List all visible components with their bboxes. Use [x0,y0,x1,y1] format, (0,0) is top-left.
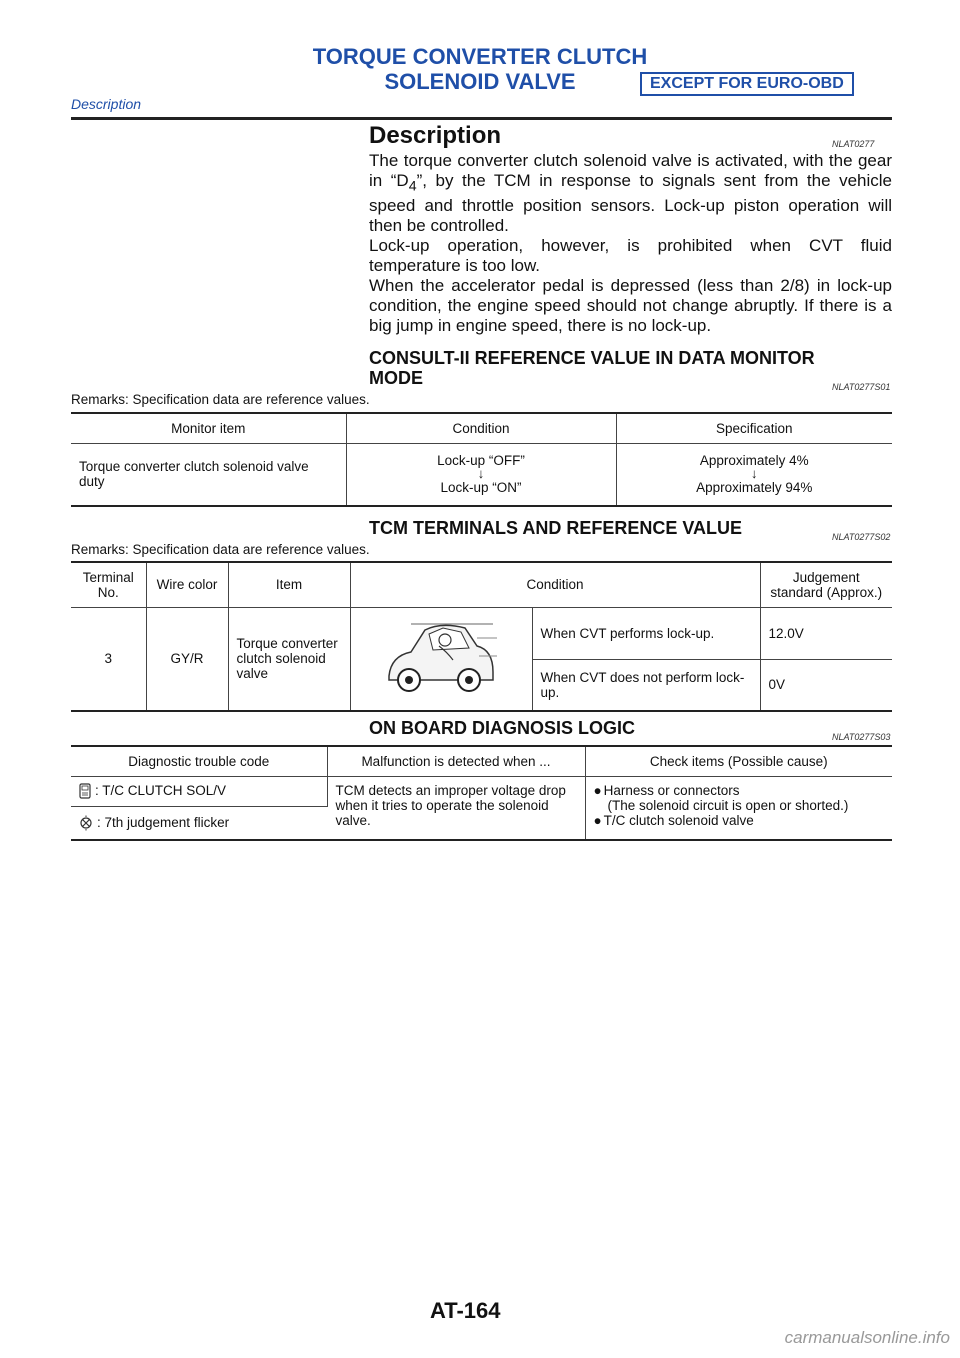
col-condition: Condition [346,413,616,443]
specification-cell: Approximately 4% ↓ Approximately 94% [616,443,892,506]
model-badge: EXCEPT FOR EURO-OBD [640,72,854,96]
table-row [71,443,892,506]
col-item: Item [228,562,350,607]
header-subtitle: Description [71,96,142,112]
consult-tool-icon [79,783,91,799]
col-monitor-item: Monitor item [71,413,346,443]
value-cell: 12.0V [768,625,804,641]
description-text [369,151,892,336]
tcm-code: NLAT0277S02 [832,532,891,542]
tcm-table [71,561,892,712]
dtc-flicker-cell: : 7th judgement flicker [71,806,327,840]
tcm-remark: Remarks: Specification data are reference values. [71,542,370,557]
down-arrow-icon: ↓ [750,466,758,482]
bullet-icon: ● [593,782,602,798]
obd-code: NLAT0277S03 [832,732,891,742]
col-terminal: Terminal No. [71,562,146,607]
monitor-item-cell: Torque converter clutch solenoid valve duty [71,443,346,506]
paragraph-1: The torque converter clutch solenoid valve is activated, with the gear in “$D_4$”, by the TCM in response to signals sent from the vehicle speed and throttle position sensors. Lock-up piston operation will then be controlled. [369,151,892,236]
table-row [71,776,892,806]
col-dtc: Diagnostic trouble code [71,746,327,776]
obd-title: ON BOARD DIAGNOSIS LOGIC [369,718,636,738]
obd-table [71,745,892,841]
chapter-title-line1: TORQUE CONVERTER CLUTCH [312,44,648,69]
dtc-consult-cell: : T/C CLUTCH SOL/V [71,776,327,806]
chapter-title-line2: SOLENOID VALVE [384,69,576,94]
item-cell: Torque converter clutch solenoid valve [228,607,350,711]
watermark: carmanualsonline.info [784,1328,950,1347]
down-arrow-icon: ↓ [477,466,485,482]
car-driver-icon [381,616,501,698]
consult-remark: Remarks: Specification data are reference values. [71,392,370,407]
paragraph-3: When the accelerator pedal is depressed (less than 2/8) in lock-up condition, the engine speed should not change abruptly. If there is a big jump in engine speed, there is no lock-up. [369,276,892,336]
col-malfunction: Malfunction is detected when ... [327,746,585,776]
section-code: NLAT0277 [832,139,875,149]
chapter-title [300,44,660,94]
col-check-items: Check items (Possible cause) [585,746,892,776]
section-title: Description [369,122,502,149]
bullet-icon: ● [593,812,602,828]
condition-cell: Lock-up “OFF” ↓ Lock-up “ON” [346,443,616,506]
condition-cell: When CVT performs lock-up. [532,607,760,659]
consult-table [71,412,892,507]
consult-title: CONSULT-II REFERENCE VALUE IN DATA MONITOR MODE [369,348,815,388]
driving-car-illustration [350,607,532,711]
col-wire-color: Wire color [146,562,228,607]
terminal-cell: 3 [71,607,146,711]
header-divider [71,117,892,120]
page-number: AT-164 [430,1298,501,1323]
col-specification: Specification [616,413,892,443]
table-row [71,607,892,659]
check-items-cell: ● Harness or connectors (The solenoid circuit is open or shorted.) ● T/C clutch solenoid valve [593,782,849,828]
malfunction-cell: TCM detects an improper voltage drop when it tries to operate the solenoid valve. [327,776,585,840]
wire-color-cell: GY/R [146,607,228,711]
consult-code: NLAT0277S01 [832,382,891,392]
col-condition: Condition [350,562,760,607]
value-cell: 0V [768,677,786,693]
flicker-lamp-icon [79,815,93,831]
paragraph-2: Lock-up operation, however, is prohibited when CVT fluid temperature is too low. [369,236,892,276]
condition-cell: When CVT does not perform lock-up. [532,659,760,711]
col-judgement: Judgement standard (Approx.) [760,562,892,607]
tcm-title: TCM TERMINALS AND REFERENCE VALUE [369,518,742,538]
